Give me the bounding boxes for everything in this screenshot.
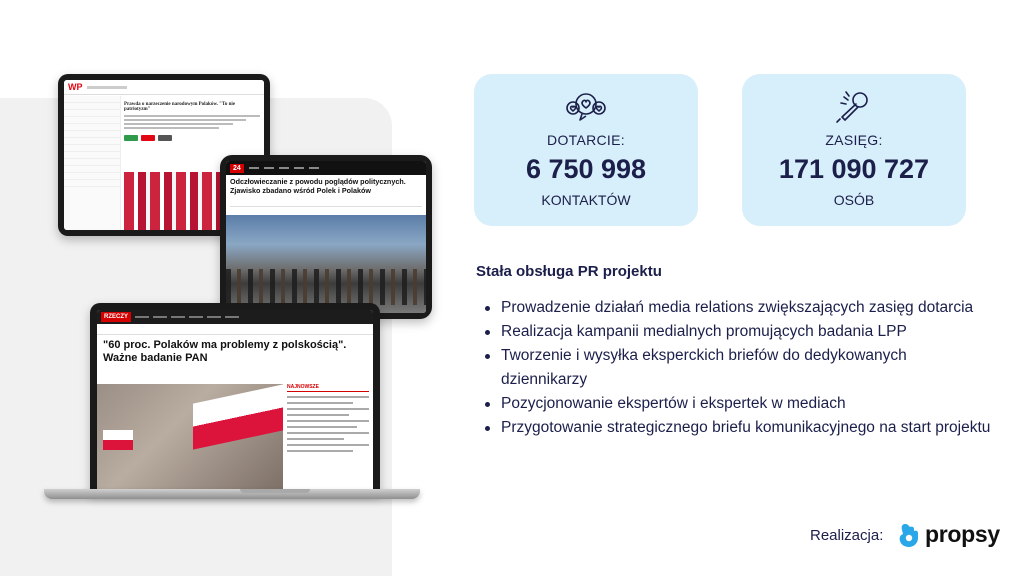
- stat-unit: OSÓB: [833, 192, 875, 208]
- site-nav: [97, 310, 373, 324]
- stat-label: DOTARCIE:: [547, 132, 625, 148]
- laptop-screen: [97, 310, 373, 493]
- section-title: Stała obsługa PR projektu: [476, 263, 662, 280]
- article-headline: Prawda o narzeczenie narodowym Polaków. "To nie patriotyzm": [124, 102, 235, 112]
- site-logo: WP: [68, 82, 83, 92]
- sidebar-title: NAJNOWSZE: [287, 384, 369, 392]
- list-item: Przygotowanie strategicznego briefu komunikacyjnego na start projektu: [476, 416, 996, 440]
- tablet-mockup: [220, 155, 432, 319]
- hearts-bubbles-icon: [564, 90, 608, 124]
- stat-card-reach-contacts: [474, 74, 698, 226]
- footer-label: Realizacja:: [810, 527, 884, 544]
- site-header: [64, 80, 264, 95]
- stat-value: 171 090 727: [778, 154, 930, 184]
- article-headline: Odczłowieczanie z powodu poglądów politycznych. Zjawisko zbadano wśród Polek i Polaków: [230, 177, 406, 195]
- laptop-base: [44, 489, 420, 499]
- brand-name: propsy: [925, 521, 1000, 547]
- list-item: Prowadzenie działań media relations zwiększających zasięg dotarcia: [476, 296, 996, 320]
- tablet-screen: [226, 161, 426, 313]
- stat-label: ZASIĘG:: [825, 132, 883, 148]
- article-photo: [226, 215, 426, 313]
- stat-card-reach-people: [742, 74, 966, 226]
- site-logo: RZECZY: [101, 312, 131, 322]
- site-logo: 24: [230, 164, 244, 173]
- latest-news-sidebar: [287, 384, 369, 493]
- laptop-mockup-dorzeczy: [90, 303, 380, 493]
- list-item: Pozycjonowanie ekspertów i ekspertek w mediach: [476, 392, 996, 416]
- site-sidebar: [64, 96, 121, 230]
- article-headline: "60 proc. Polaków ma problemy z polskością". Ważne badanie PAN: [103, 339, 347, 365]
- stat-value: 6 750 998: [525, 154, 647, 184]
- stat-unit: KONTAKTÓW: [541, 192, 631, 208]
- propsy-logo: [897, 521, 1000, 548]
- microphone-icon: [832, 90, 876, 124]
- ok-hand-icon: [897, 522, 921, 548]
- bullet-list: [476, 296, 996, 440]
- list-item: Realizacja kampanii medialnych promujących badania LPP: [476, 320, 996, 344]
- site-nav: [226, 161, 426, 175]
- list-item: Tworzenie i wysyłka eksperckich briefów do dedykowanych dziennikarzy: [476, 344, 996, 392]
- flag-shape: [103, 430, 133, 450]
